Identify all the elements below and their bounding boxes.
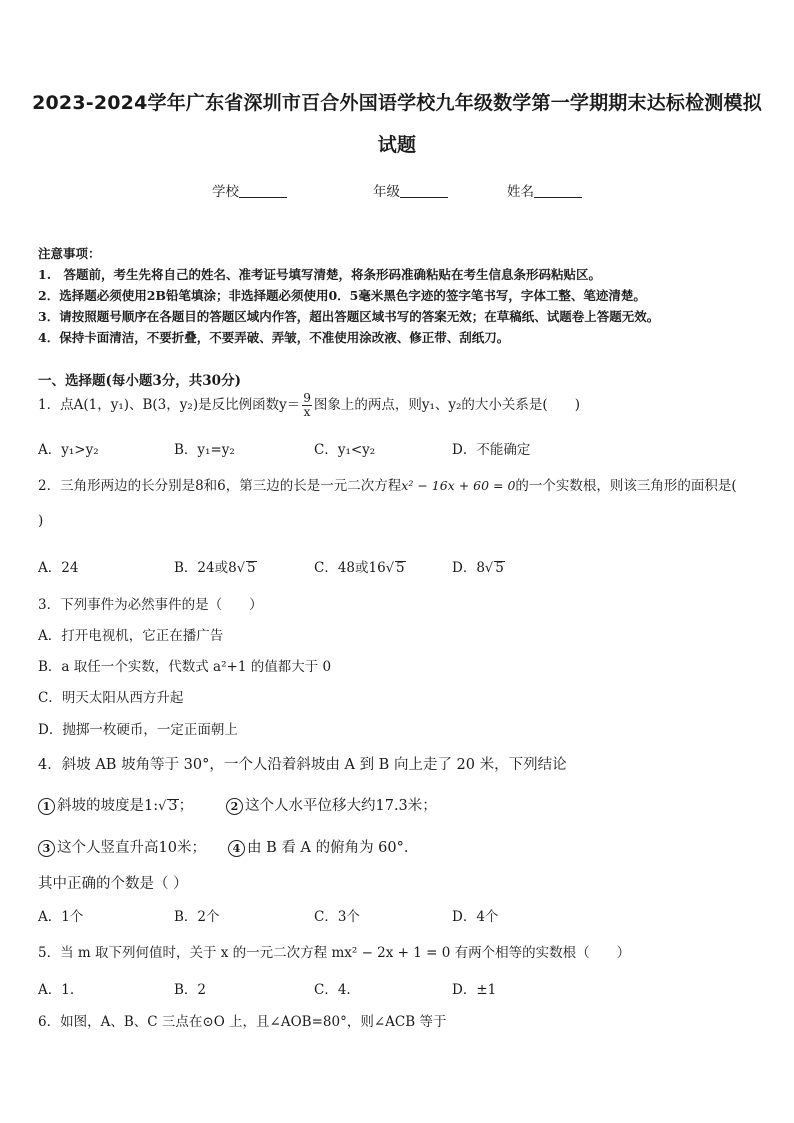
q2-option-c[interactable]: [314, 556, 406, 576]
q5-option-b[interactable]: B．2: [174, 982, 207, 998]
q4-conclusion-3: [38, 836, 206, 857]
question-5-stem: 5．当 m 取下列何值时，关于 x 的一元二次方程 mx² − 2x + 1 = 0 有两个相等的实数根（ ）: [38, 945, 631, 961]
grade-label: 年级: [373, 184, 400, 200]
q1-option-a[interactable]: A．y₁>y₂: [38, 442, 99, 458]
grade-field[interactable]: [373, 180, 448, 200]
school-label: 学校: [212, 184, 239, 200]
question-2-stem: [38, 474, 737, 494]
q4-conclusion-3-text: 这个人竖直升高10米；: [57, 840, 206, 856]
sqrt-icon: √: [484, 561, 494, 576]
q4-conclusion-4-text: 由 B 看 A 的俯角为 60°.: [247, 840, 409, 856]
q5-option-a[interactable]: A．1.: [38, 982, 75, 998]
question-3-stem: 3．下列事件为必然事件的是（ ）: [38, 597, 263, 613]
circled-number-icon: 1: [38, 798, 55, 815]
q5-option-c[interactable]: C．4.: [314, 982, 351, 998]
q2-equation: x² − 16x + 60 = 0: [401, 478, 516, 493]
q3-option-a[interactable]: A．打开电视机，它正在播广告: [38, 628, 224, 644]
q3-option-c[interactable]: C．明天太阳从西方升起: [38, 690, 184, 706]
q4-ask: 其中正确的个数是（ ）: [38, 876, 188, 892]
q1-fraction: [302, 392, 312, 419]
q4-option-b[interactable]: B．2个: [174, 909, 220, 925]
q1-stem-post: 图象上的两点，则y₁、y₂的大小关系是( ): [313, 397, 580, 413]
q2-option-d[interactable]: [452, 556, 505, 576]
school-blank[interactable]: [239, 183, 287, 198]
name-blank[interactable]: [534, 183, 582, 198]
notes-heading: 注意事项：: [38, 246, 101, 261]
q5-option-d[interactable]: D．±1: [452, 982, 497, 998]
q4-conclusion-2: [226, 794, 437, 815]
note-item-1: 1. 答题前，考生先将自己的姓名、准考证号填写清楚，将条形码准确粘贴在考生信息条形码粘贴区。: [38, 267, 602, 282]
q3-option-d[interactable]: D．抛掷一枚硬币，一定正面朝上: [38, 722, 238, 738]
q2-option-d-radicand: 5: [495, 560, 504, 576]
q1-frac-numerator: 9: [303, 391, 311, 405]
sqrt-icon: √: [158, 799, 167, 814]
q4-conclusion-2-text: 这个人水平位移大约17.3米；: [245, 798, 437, 814]
q4-conclusion-4: [228, 836, 408, 857]
q2-option-b-radicand: 5: [247, 560, 256, 576]
q1-option-b[interactable]: B．y₁=y₂: [174, 442, 235, 458]
name-label: 姓名: [507, 184, 534, 200]
circled-number-icon: 3: [38, 840, 55, 857]
q2-stem-pre: 2．三角形两边的长分别是8和6，第三边的长是一元二次方程: [38, 478, 402, 494]
circled-number-icon: 2: [226, 798, 243, 815]
note-item-3: 3．请按照题号顺序在各题目的答题区域内作答，超出答题区域书写的答案无效；在草稿纸、试题卷上答题无效。: [38, 309, 660, 324]
q4-conclusion-1-end: ；: [178, 798, 194, 814]
q4-conclusion-1: [38, 794, 193, 815]
note-item-4: 4．保持卡面清洁，不要折叠，不要弄破、弄皱，不准使用涂改液、修正带、刮纸刀。: [38, 330, 510, 345]
q1-option-c[interactable]: C．y₁<y₂: [314, 442, 376, 458]
q1-frac-denominator: x: [303, 405, 311, 419]
q4-option-a[interactable]: A．1个: [38, 909, 84, 925]
sqrt-icon: √: [385, 561, 394, 576]
question-4-stem: 4．斜坡 AB 坡角等于 30°，一个人沿着斜坡由 A 到 B 向上走了 20 米，下列结论: [38, 757, 567, 773]
q2-option-c-text: C．48或16: [314, 560, 386, 576]
q4-conclusion-1-text: 斜坡的坡度是1:: [57, 798, 159, 814]
q2-stem-continued: ): [38, 513, 44, 529]
q2-option-a[interactable]: A．24: [38, 560, 79, 576]
q2-option-c-radicand: 5: [395, 560, 405, 576]
document-title-line-2: 试题: [377, 134, 417, 156]
school-field[interactable]: [212, 180, 287, 200]
q4-conclusion-1-radicand: 3: [168, 798, 178, 814]
q4-option-c[interactable]: C．3个: [314, 909, 360, 925]
sqrt-icon: √: [236, 561, 245, 576]
q2-option-b-text: B．24或8: [174, 560, 237, 576]
q2-option-d-text: D．8: [452, 560, 485, 576]
q4-option-d[interactable]: D．4个: [452, 909, 499, 925]
note-item-2: 2．选择题必须使用2B铅笔填涂；非选择题必须使用0．5毫米黑色字迹的签字笔书写，字体工整、笔迹清楚。: [38, 288, 646, 303]
name-field[interactable]: [507, 180, 582, 200]
document-title-line-1: 2023-2024学年广东省深圳市百合外国语学校九年级数学第一学期期末达标检测模拟: [32, 92, 762, 114]
q2-option-b[interactable]: [174, 556, 257, 576]
q3-option-b[interactable]: B．a 取任一个实数，代数式 a²+1 的值都大于 0: [38, 659, 332, 675]
circled-number-icon: 4: [228, 840, 245, 857]
question-1-stem: [38, 392, 580, 419]
q1-stem-pre: 1．点A(1，y₁)、B(3，y₂)是反比例函数y＝: [38, 397, 301, 413]
section-heading: 一、选择题(每小题3分，共30分): [38, 373, 241, 389]
grade-blank[interactable]: [400, 183, 448, 198]
q2-stem-post: 的一个实数根，则该三角形的面积是(: [515, 478, 737, 494]
q1-option-d[interactable]: D．不能确定: [452, 442, 531, 458]
question-6-stem: 6．如图，A、B、C 三点在⊙O 上，且∠AOB=80°，则∠ACB 等于: [38, 1014, 447, 1030]
